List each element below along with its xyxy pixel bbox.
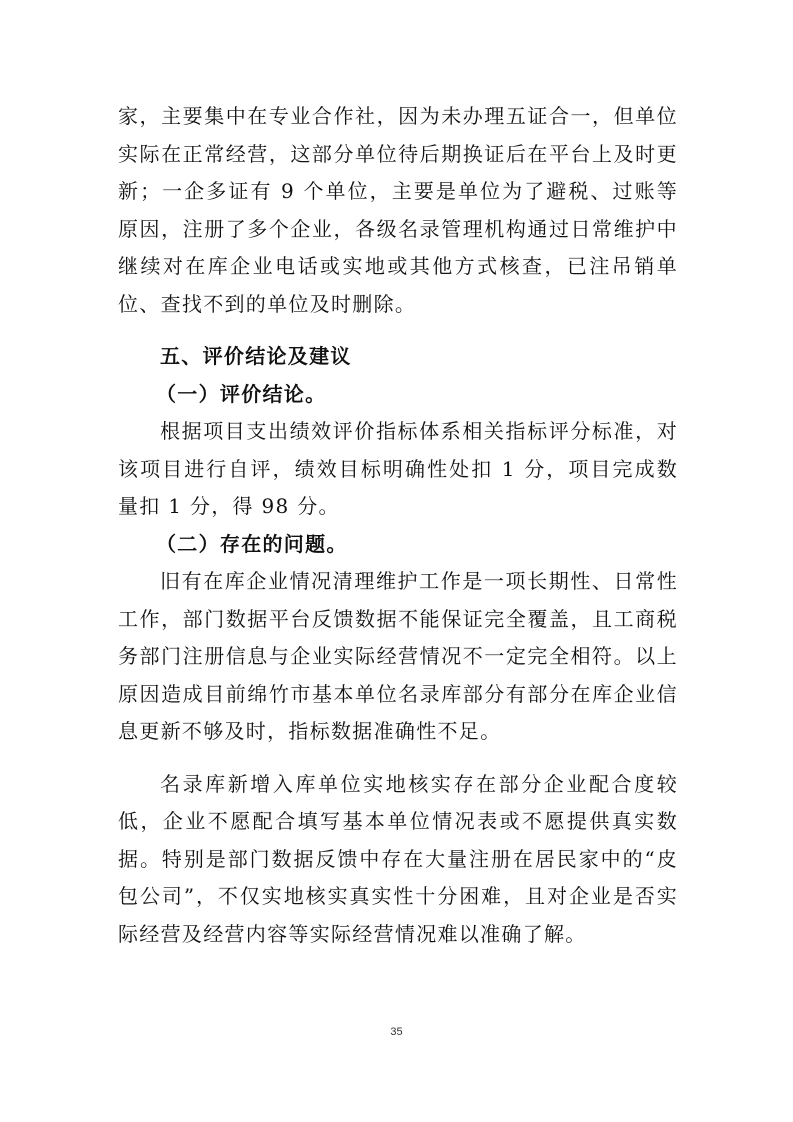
body-paragraph: 旧有在库企业情况清理维护工作是一项长期性、日常性工作，部门数据平台反馈数据不能保证完全覆盖，且工商税务部门注册信息与企业实际经营情况不一定完全相符。以上原因造成目前绵竹市基本单位名录库部分有部分在库企业信息更新不够及时，指标数据准确性不足。	[118, 569, 678, 743]
subsection-heading: （二）存在的问题。	[156, 531, 348, 556]
paragraph-gap	[118, 323, 678, 338]
page-content	[118, 98, 678, 953]
body-paragraph: 根据项目支出绩效评价指标体系相关指标评分标准，对该项目进行自评，绩效目标明确性处扣 1 分，项目完成数量扣 1 分，得 98 分。	[118, 419, 678, 518]
paragraph-gap	[118, 751, 678, 766]
body-paragraph: 家，主要集中在专业合作社，因为未办理五证合一，但单位实际在正常经营，这部分单位待后期换证后在平台上及时更新；一企多证有 9 个单位，主要是单位为了避税、过账等原因，注册了多个企业，各级名录管理机构通过日常维护中继续对在库企业电话或实地或其他方式核查，已注吊销单位、查找不到的单位及时删除。	[118, 104, 678, 316]
body-paragraph: 名录库新增入库单位实地核实存在部分企业配合度较低，企业不愿配合填写基本单位情况表或不愿提供真实数据。特别是部门数据反馈中存在大量注册在居民家中的“皮包公司”，不仅实地核实真实性十分困难，且对企业是否实际经营及经营内容等实际经营情况难以准确了解。	[118, 771, 678, 946]
page-number: 35	[390, 1026, 403, 1038]
section-heading: 五、评价结论及建议	[160, 344, 352, 368]
subsection-heading: （一）评价结论。	[156, 381, 327, 406]
